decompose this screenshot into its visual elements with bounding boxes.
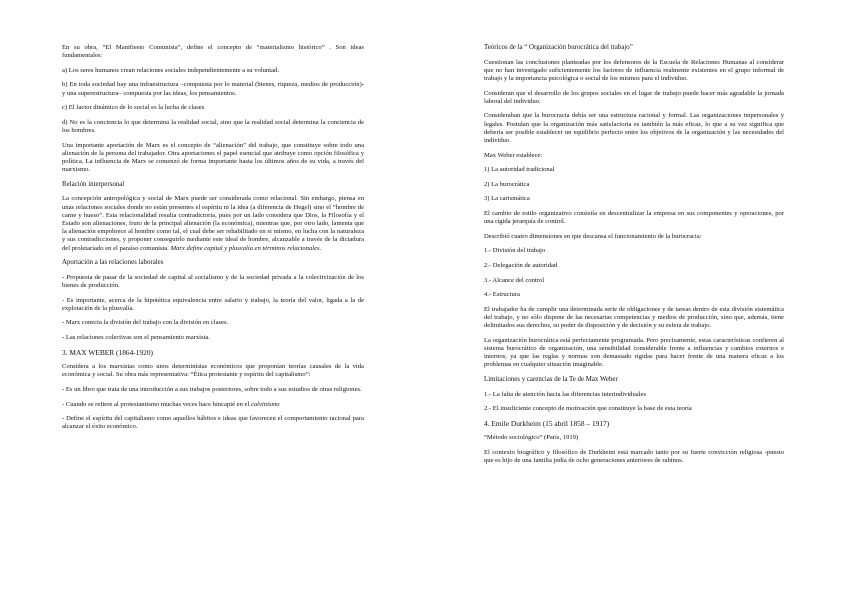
paragraph: - Es importante, acerca de la hipotética equivalencia entre salario y trabajo, la teoría del valor, ligada a la de explotación de la plusvalía. — [62, 296, 364, 312]
paragraph: El trabajador ha de cumplir una determinada serie de obligaciones y de tareas dentro de esta división sistemática del trabajo, y no sólo dispone de las necesarias competencias y medios de producción, sino que, además, tiene delimitados sus derechos, su poder de disposición y de decisión y su esfera de trabajo. — [484, 305, 784, 330]
list-item: 1.- La falta de atención hacia las diferencias interindividuales — [484, 390, 647, 398]
list-item: 3.- Alcance del control — [484, 276, 545, 284]
paragraph-text: - Cuando se refiere al protestantismo muchas veces hace hincapié en el — [62, 400, 250, 408]
section-heading: Limitaciones y carencias de la Te de Max Weber — [484, 375, 618, 383]
paragraph: b) En toda sociedad hay una infraestructura –compuesta por lo material (bienes, riqueza, medios de producción)- y una superestructura– compuesta por las ideas, los pensamientos. — [62, 81, 364, 97]
right-column — [484, 44, 784, 472]
section-heading: Aportación a las relaciones laborales — [62, 259, 164, 267]
paragraph: d) No es la conciencia lo que determina la realidad social, sino que la realidad social determina la conciencia de los hombres. — [62, 118, 364, 134]
paragraph — [62, 195, 364, 252]
paragraph: Max Weber establece: — [484, 151, 543, 159]
paragraph: “Método sociológico” (París, 1919) — [484, 434, 579, 442]
paragraph: Una importante aportación de Marx es el concepto de “alienación” del trabajo, que constituye sobre todo una alienación de la persona del trabajador. Otra aportaciones el papel esencial que atribuye como opción filosófica y política. La influencia de Marx se comenzó de forma importante hasta los últimos años de su vida, a través del marxismo. — [62, 141, 364, 174]
paragraph: Consideran que el desarrollo de los grupos sociales en el lugar de trabajo puede hacer más agradable la jornada laboral del individuo. — [484, 89, 784, 105]
list-item: 4.- Estructura — [484, 291, 520, 299]
list-item: 3) La carismática — [484, 195, 530, 203]
section-heading: 3. MAX WEBER (1864-1920) — [62, 347, 154, 357]
paragraph: Considera a los marxistas como unos deterministas económicos que proponían teorías causales de la vida económica y social. Su obra más representativa: “Ética protestante y espíritu del capitalismo”: — [62, 363, 364, 379]
paragraph: - Define el espíritu del capitalismo como aquellos hábitos e ideas que favorecen el comportamiento racional para alcanzar el éxito económico. — [62, 415, 364, 431]
section-heading: Teóricos de la “ Organización burocrática del trabajo” — [484, 44, 633, 51]
section-heading: Relación interpersonal — [62, 180, 125, 188]
paragraph: La organización burocrática está perfectamente programada. Pero precisamente, estas características confieren al sistema burocrático de organización, una sensibilidad considerable frente a influencias y cambios externos e internos, ya que las reglas y normas son demasiado rígidas para hacer frente de una manera eficaz a los problemas en cualquier situación imaginable. — [484, 336, 784, 369]
paragraph: En su obra, “El Manifiesto Comunista”, define el concepto de “materialismo histórico” . Son ideas fundamentales: — [62, 44, 364, 60]
paragraph: c) El factor dinámico de lo social es la lucha de clases — [62, 104, 205, 112]
list-item: 1.- División del trabajo — [484, 247, 546, 255]
paragraph: El contexto biográfico y filosófico de Durkheim está marcado tanto por su fuerte convicción religiosa -puesto que es hijo de una familia judía de ocho generaciones anteriores de rabinos. — [484, 448, 784, 465]
paragraph: - Marx conecta la división del trabajo con la división en clases. — [62, 319, 229, 327]
paragraph: Cuestionan las conclusiones planteadas por los defensores de la Escuela de Relaciones Humanas al considerar que no han investigado suficientemente los factores de influencia realmente existentes en el grupo informal de trabajo y la importancia psicológica o social de los mismos para el individuo. — [484, 58, 784, 82]
paragraph — [62, 401, 364, 409]
paragraph: - Propuesta de pasar de la sociedad de capital al socialismo y de la sociedad privada a la colectivización de los bienes de producción. — [62, 273, 364, 289]
list-item: 2) La burocrática — [484, 180, 530, 188]
paragraph: - Las relaciones colectivas son el pensamiento marxista. — [62, 333, 210, 341]
list-item: 1) La autoridad tradicional — [484, 166, 555, 174]
paragraph-italic-tail: calvinismo — [250, 400, 280, 408]
paragraph-italic-tail: Marx define capital y plusvalía en términos relacionales. — [170, 244, 322, 252]
paragraph: a) Los seres humanos crean relaciones sociales independientemente a su voluntad. — [62, 66, 279, 74]
list-item: 2.- Delegación de autoridad — [484, 261, 558, 269]
paragraph: - Es un libro que trata de una introducción a sus trabajos posteriores, sobre todo a sus estudios de otras religiones. — [62, 385, 362, 393]
paragraph-text: La concepción antropológica y social de Marx puede ser considerada como relacional. Sin embargo, piensa en unas relaciones sociales donde no están presentes el espíritu ni la idea (a diferencia de Hegel) sino el “hombre de carne y hueso”. Esta relacionalidad resulta contradictoria, pues por un lado considera que Dios, la Filosofía y el Estado son alienaciones, fruto de la principal alienación (la económica), mientras que, por otro lado, lamenta que la alienación empobrece al hombre como tal, el cual debe ser rehabilitado en si mismo, en lucha con la naturaleza y sus contradicciones, y proponer conseguirlo mediante este ideal de hombre, alcanzable a través de la dictadura del proletariado en el paraíso comunista. — [62, 195, 364, 252]
list-item: 2.- El insuficiente concepto de motivación que constituye la base de esta teoría — [484, 405, 692, 413]
left-column — [62, 44, 364, 438]
paragraph: Describió cuatro dimensiones en que descansa el funcionamiento de la burocracia: — [484, 232, 702, 240]
paragraph: El cambio de estilo organizativo consistía en descentralizar la empresa en sus componentes y operaciones, por una rígida jerarquía de control. — [484, 209, 784, 226]
paragraph: Consideraban que la burocracia debía ser una estructura racional y formal. Las organizaciones impersonales y legales. Postulan que la organización más satisfactoria es también la más eficaz, lo que a su vez significa que debería ser posible establecer un equilibrio perfecto entre los objetivos de la organización y las necesidades del individuo. — [484, 112, 784, 144]
section-heading: 4. Emile Durkheim (15 abril 1858 – 1917) — [484, 418, 610, 428]
